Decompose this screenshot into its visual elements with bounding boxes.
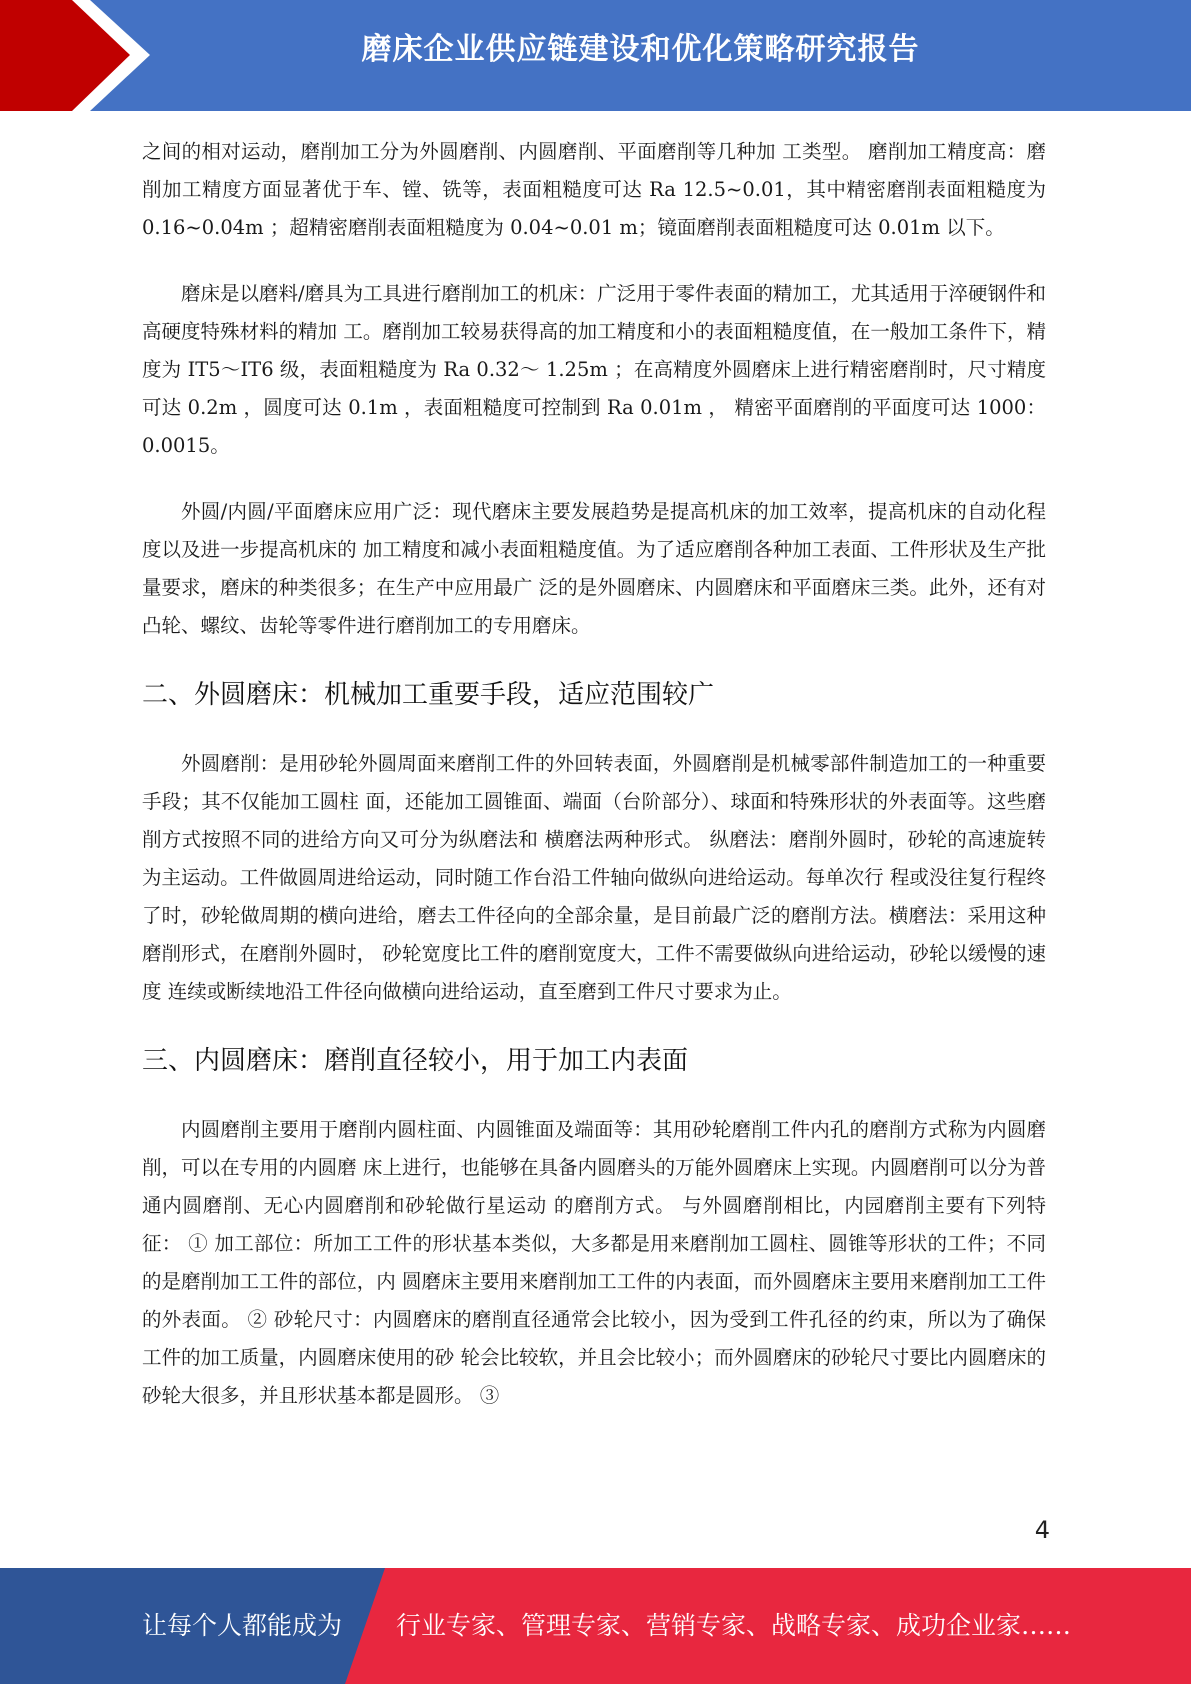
footer-slogan-right: 行业专家、管理专家、营销专家、战略专家、成功企业家…… — [396, 1611, 1072, 1640]
header-arrow-icon — [0, 0, 160, 111]
footer-slogan-left: 让每个人都能成为 — [142, 1611, 343, 1640]
page-header — [0, 0, 1191, 111]
paragraph: 外圆/内圆/平面磨床应用广泛：现代磨床主要发展趋势是提高机床的加工效率，提高机床的自动化程度以及进一步提高机床的 加工精度和减小表面粗糙度值。为了适应磨削各种加工表面、工件形状及生产批量要求，磨床的种类很多；在生产中应用最广 泛的是外圆磨床、内圆磨床和平面磨床三类。此外，还有对凸轮、螺纹、齿轮等零件进行磨削加工的专用磨床。 — [142, 500, 1046, 637]
section-heading: 二、外圆磨床：机械加工重要手段，适应范围较广 — [142, 680, 715, 710]
document-body — [142, 133, 1046, 1443]
paragraph: 之间的相对运动，磨削加工分为外圆磨削、内圆磨削、平面磨削等几种加 工类型。 磨削加工精度高：磨削加工精度方面显著优于车、镗、铣等，表面粗糙度可达 Ra 12.5~0.01，其中精密磨削表面粗糙度为 0.16~0.04m ；超精密磨削表面粗糙度为 0.04~0.01 m；镜面磨削表面粗糙度可达 0.01m 以下。 — [142, 140, 1046, 239]
page-footer — [0, 1568, 1191, 1684]
report-title: 磨床企业供应链建设和优化策略研究报告 — [361, 32, 920, 67]
paragraph: 外圆磨削：是用砂轮外圆周面来磨削工件的外回转表面，外圆磨削是机械零部件制造加工的一种重要手段；其不仅能加工圆柱 面，还能加工圆锥面、端面（台阶部分）、球面和特殊形状的外表面等。这些磨削方式按照不同的进给方向又可分为纵磨法和 横磨法两种形式。 纵磨法：磨削外圆时，砂轮的高速旋转为主运动。工件做圆周进给运动，同时随工作台沿工件轴向做纵向进给运动。每单次行 程或没往复行程终了时，砂轮做周期的横向进给，磨去工件径向的全部余量，是目前最广泛的磨削方法。横磨法：采用这种磨削形式，在磨削外圆时， 砂轮宽度比工件的磨削宽度大，工件不需要做纵向进给运动，砂轮以缓慢的速度 连续或断续地沿工件径向做横向进给运动，直至磨到工件尺寸要求为止。 — [142, 752, 1046, 1003]
paragraph: 内圆磨削主要用于磨削内圆柱面、内圆锥面及端面等：其用砂轮磨削工件内孔的磨削方式称为内圆磨削，可以在专用的内圆磨 床上进行，也能够在具备内圆磨头的万能外圆磨床上实现。内圆磨削可以分为普通内圆磨削、无心内圆磨削和砂轮做行星运动 的磨削方式。 与外圆磨削相比，内园磨削主要有下列特征： ① 加工部位：所加工工件的形状基本类似，大多都是用来磨削加工圆柱、圆锥等形状的工件；不同的是磨削加工工件的部位，内 圆磨床主要用来磨削加工工件的内表面，而外圆磨床主要用来磨削加工工件的外表面。 ② 砂轮尺寸：内圆磨床的磨削直径通常会比较小，因为受到工件孔径的约束，所以为了确保工件的加工质量，内圆磨床使用的砂 轮会比较软，并且会比较小；而外圆磨床的砂轮尺寸要比内圆磨床的砂轮大很多，并且形状基本都是圆形。 ③ — [142, 1118, 1046, 1407]
paragraph: 磨床是以磨料/磨具为工具进行磨削加工的机床：广泛用于零件表面的精加工，尤其适用于淬硬钢件和高硬度特殊材料的精加 工。磨削加工较易获得高的加工精度和小的表面粗糙度值，在一般加工条件下，精度为 IT5～IT6 级，表面粗糙度为 Ra 0.32～ 1.25m ；在高精度外圆磨床上进行精密磨削时，尺寸精度可达 0.2m ，圆度可达 0.1m ，表面粗糙度可控制到 Ra 0.01m ， 精密平面磨削的平面度可达 1000：0.0015。 — [142, 282, 1046, 457]
page-number: 4 — [1034, 1516, 1050, 1544]
section-heading: 三、内圆磨床：磨削直径较小，用于加工内表面 — [142, 1046, 689, 1076]
